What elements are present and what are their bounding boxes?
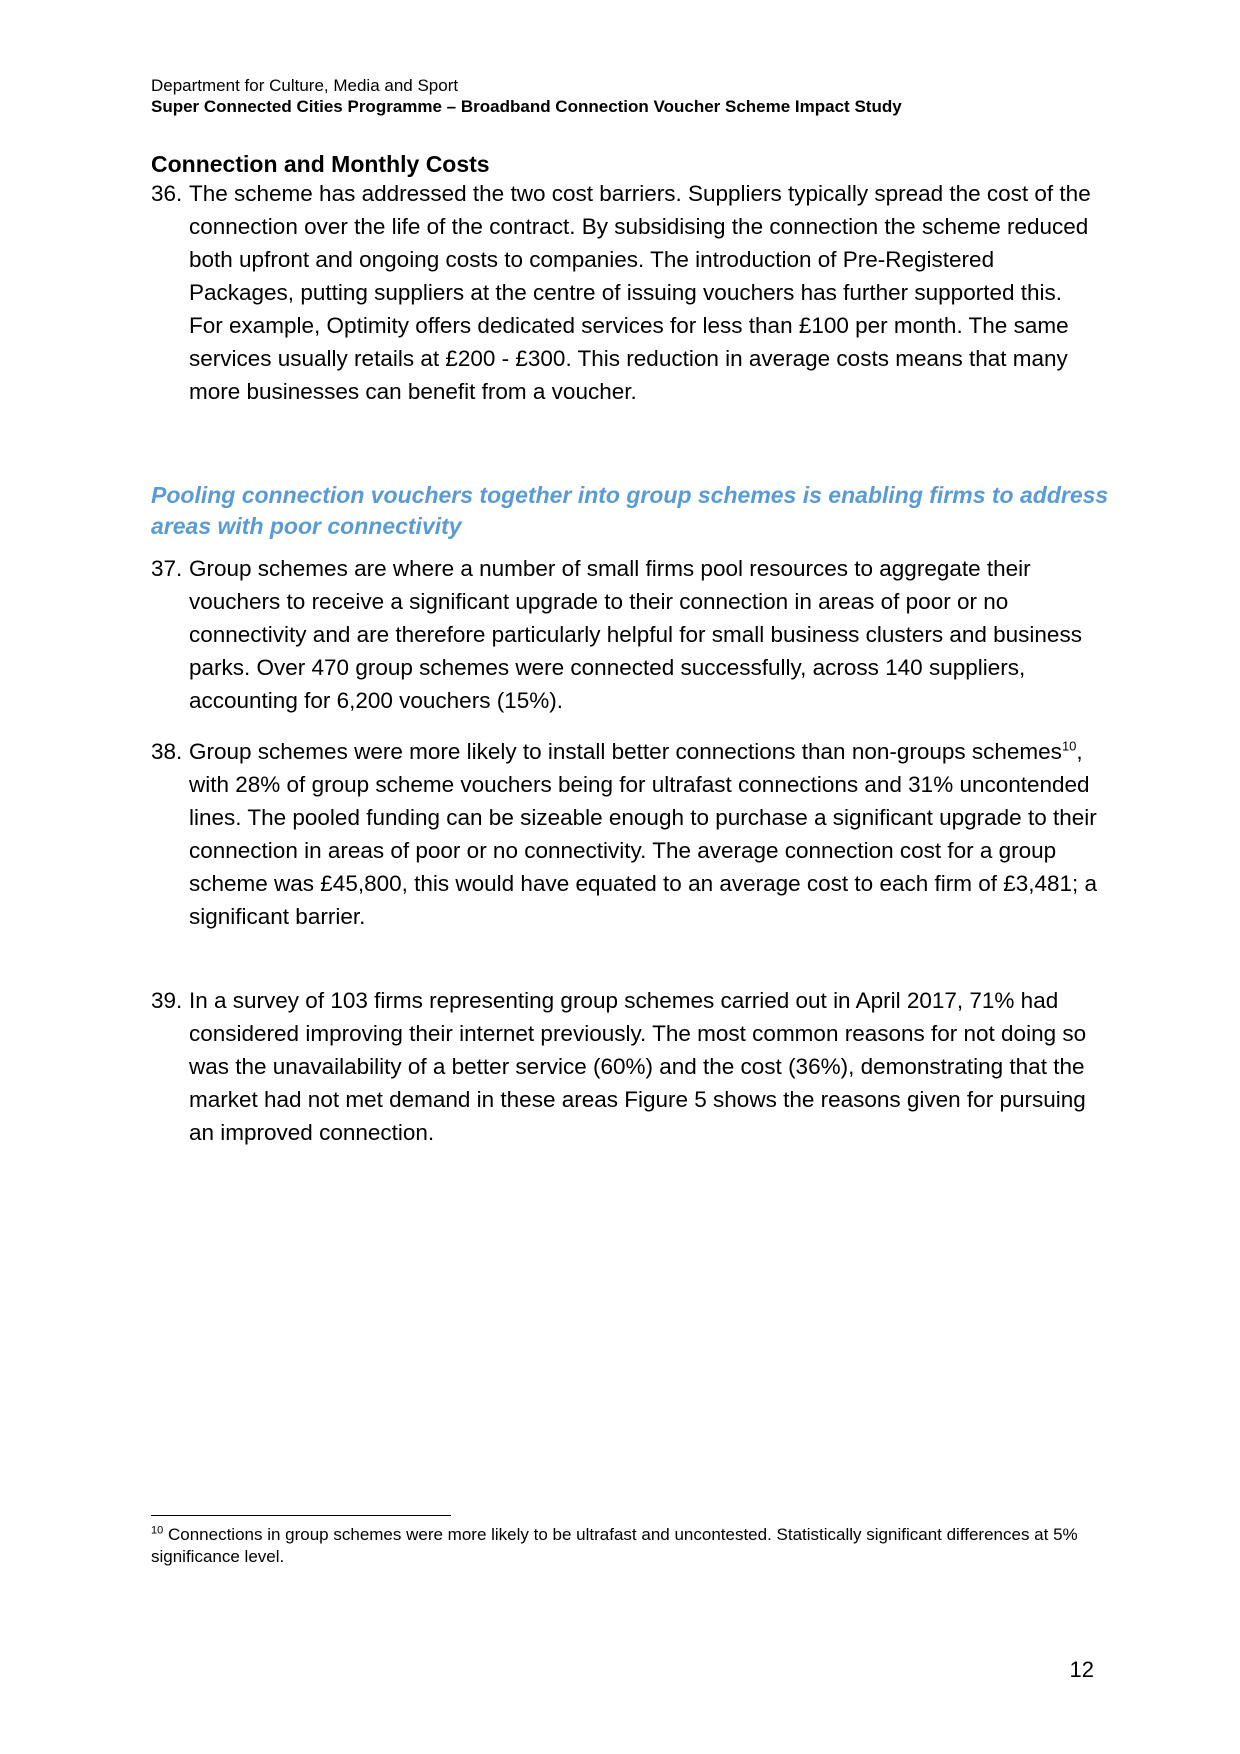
footnote-divider <box>151 1515 451 1516</box>
paragraph-number: 37. <box>151 556 183 581</box>
paragraph-number: 36. <box>151 181 183 206</box>
paragraph-37 <box>151 552 1101 717</box>
paragraph-text-part: Group schemes were more likely to install better connections than non-groups schemes <box>189 739 1062 764</box>
footnote-text: Connections in group schemes were more likely to be ultrafast and uncontested. Statistically significant differences at 5% significance level. <box>151 1525 1078 1566</box>
footnote-reference[interactable]: 10 <box>1061 738 1077 754</box>
section-heading: Connection and Monthly Costs <box>151 151 490 177</box>
paragraph-text: Group schemes are where a number of small firms pool resources to aggregate their vouchers to receive a significant upgrade to their connection in areas of poor or no connectivity and are therefore particularly helpful for small business clusters and business parks. Over 470 group schemes were connected successfully, across 140 suppliers, accounting for 6,200 vouchers (15%). <box>189 556 1082 713</box>
paragraph-number: 39. <box>151 988 183 1013</box>
footnote <box>151 1524 1091 1568</box>
paragraph-number: 38. <box>151 739 183 764</box>
page-header <box>151 75 1111 117</box>
sub-heading: Pooling connection vouchers together into group schemes is enabling firms to address areas with poor connectivity <box>151 482 1109 539</box>
paragraph-text: In a survey of 103 firms representing group schemes carried out in April 2017, 71% had considered improving their internet previously. The most common reasons for not doing so was the unavailability of a better service (60%) and the cost (36%), demonstrating that the market had not met demand in these areas Figure 5 shows the reasons given for pursuing an improved connection. <box>189 988 1087 1145</box>
footnote-number: 10 <box>151 1524 164 1537</box>
paragraph-39 <box>151 984 1101 1149</box>
paragraph-36 <box>151 177 1101 408</box>
document-title: Super Connected Cities Programme – Broadband Connection Voucher Scheme Impact Study <box>151 97 902 116</box>
page-number: 12 <box>1069 1657 1094 1682</box>
paragraph-text-part: , with 28% of group scheme vouchers being for ultrafast connections and 31% uncontended lines. The pooled funding can be sizeable enough to purchase a significant upgrade to their connection in areas of poor or no connectivity. The average connection cost for a group scheme was £45,800, this would have equated to an average cost to each firm of £3,481; a significant barrier. <box>189 739 1098 929</box>
paragraph-38 <box>151 735 1101 933</box>
paragraph-text <box>189 735 1101 933</box>
department-name: Department for Culture, Media and Sport <box>151 76 459 95</box>
paragraph-text: The scheme has addressed the two cost barriers. Suppliers typically spread the cost of the connection over the life of the contract. By subsidising the connection the scheme reduced both upfront and ongoing costs to companies. The introduction of Pre-Registered Packages, putting suppliers at the centre of issuing vouchers has further supported this. For example, Optimity offers dedicated services for less than £100 per month. The same services usually retails at £200 - £300. This reduction in average costs means that many more businesses can benefit from a voucher. <box>189 181 1091 404</box>
